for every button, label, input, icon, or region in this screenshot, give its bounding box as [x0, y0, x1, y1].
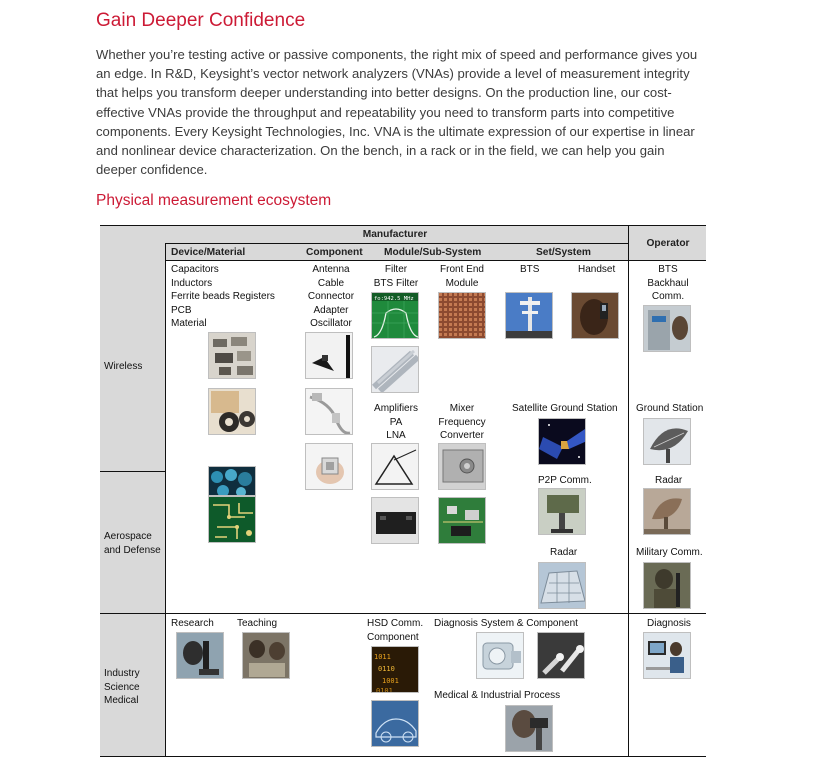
research-label: Research	[171, 618, 214, 629]
p2p-comm-label: P2P Comm.	[538, 475, 592, 486]
diagnosis-system-image	[476, 632, 524, 679]
radar-operator-label: Radar	[655, 475, 683, 486]
paragraph-line: components. Every Keysight Technologies, Inc. VNA is the ultimate expression of our expertise in linear	[96, 123, 695, 139]
label-line: PA	[389, 416, 403, 428]
svg-text:1001: 1001	[382, 677, 399, 685]
label-line: Component	[367, 631, 419, 643]
front-end-module-image	[438, 292, 486, 339]
paragraph-line: an edge. In R&D, Keysight’s vector network analyzers (VNAs) provide a level of measurement integrity	[96, 66, 690, 82]
label-line: Comm.	[651, 291, 685, 302]
header-component: Component	[306, 247, 363, 258]
research-image	[176, 632, 224, 679]
label-line: Converter	[440, 430, 484, 441]
p2p-comm-image	[538, 488, 586, 535]
converter-module-image	[371, 497, 419, 544]
military-comm-image	[643, 562, 691, 609]
device-list	[171, 263, 275, 331]
cable-image	[305, 388, 353, 435]
header-manufacturer: Manufacturer	[362, 229, 428, 240]
handset-label: Handset	[578, 264, 616, 275]
amplifiers-label	[368, 402, 424, 443]
military-comm-label: Military Comm.	[636, 547, 703, 558]
operator-divider	[628, 225, 629, 757]
component-item: Adapter	[313, 304, 349, 316]
device-item: Ferrite beads Registers	[171, 291, 275, 302]
ferrite-material-image	[208, 388, 256, 435]
component-item: Antenna	[312, 264, 350, 275]
label-line: Frequency	[438, 416, 486, 428]
radar-array-image	[538, 562, 586, 609]
row-header-divider	[165, 243, 166, 757]
header-operator: Operator	[646, 238, 690, 249]
label-line: Module	[445, 277, 479, 289]
header-bottom-rule	[165, 260, 706, 261]
component-item: Connector	[307, 291, 355, 302]
diagnosis-system-label: Diagnosis System & Component	[434, 618, 578, 629]
manufacturer-subheader-rule	[165, 243, 628, 244]
front-end-label	[436, 263, 488, 290]
row-label-line: Aerospace	[104, 531, 152, 542]
header-module-subsystem: Module/Sub-System	[384, 247, 482, 258]
label-line: Mixer	[449, 403, 475, 414]
frequency-converter-image	[438, 497, 486, 544]
ground-station-dish-image	[643, 418, 691, 465]
device-item: Capacitors	[171, 264, 219, 275]
medical-process-image	[505, 705, 553, 752]
paragraph-line: Whether you’re testing active or passive components, the right mix of speed and performance gives you	[96, 47, 698, 62]
hsd-comm-label	[367, 617, 423, 644]
label-line: Front End	[440, 264, 484, 275]
component-list	[300, 263, 362, 331]
row-label-line: Science	[104, 681, 140, 693]
oscillator-image	[305, 443, 353, 490]
row-label-aerospace	[104, 530, 161, 557]
label-line: Filter	[384, 264, 408, 275]
antenna-image	[305, 332, 353, 379]
capacitors-image	[208, 466, 256, 496]
header-set-system: Set/System	[536, 247, 591, 258]
svg-text:0110: 0110	[378, 665, 395, 673]
filter-screen-readout: fo:942.5 MHz	[374, 296, 414, 302]
device-item: Inductors	[171, 277, 213, 289]
row-label-line: Industry	[104, 668, 140, 679]
table-top-rule	[100, 225, 706, 226]
teaching-image	[242, 632, 290, 679]
header-device-material: Device/Material	[171, 247, 246, 258]
svg-text:1011: 1011	[374, 653, 391, 661]
row-label-industry	[104, 667, 140, 708]
filter-label	[370, 263, 422, 290]
svg-text:0101: 0101	[376, 687, 393, 693]
row-label-line: Medical	[104, 695, 139, 706]
label-line: Backhaul	[647, 277, 689, 289]
label-line: BTS Filter	[373, 277, 419, 289]
diagnosis-operator-label: Diagnosis	[647, 618, 691, 629]
label-line: HSD Comm.	[367, 618, 424, 629]
pcb-image	[208, 496, 256, 543]
satellite-image	[538, 418, 586, 465]
mixer-label	[432, 402, 492, 443]
label-line: Amplifiers	[374, 403, 418, 414]
operator-bts-label	[636, 263, 700, 304]
bts-tower-image	[505, 292, 553, 339]
device-item: PCB	[171, 304, 192, 316]
paragraph-line: deeper confidence.	[96, 162, 208, 178]
paragraph-line: that helps you transform deeper understanding into better designs. On the production line, our cost-	[96, 85, 672, 101]
mixer-image	[438, 443, 486, 490]
page-title: Gain Deeper Confidence	[96, 10, 306, 31]
filter-screen-image	[371, 292, 419, 339]
radar-operator-image	[643, 488, 691, 535]
teaching-label: Teaching	[237, 618, 278, 629]
amplifier-image	[371, 443, 419, 490]
device-item: Material	[171, 318, 207, 329]
label-line: LNA	[386, 430, 406, 441]
diagnosis-operator-image	[643, 632, 691, 679]
paragraph-line: effective VNAs provide the throughput and repeatability you need to transform parts into competitive	[96, 104, 675, 120]
radar-set-label: Radar	[550, 547, 578, 558]
row-separator-wireless	[100, 471, 165, 472]
satellite-ground-station-label: Satellite Ground Station	[512, 403, 618, 414]
label-line: BTS	[658, 264, 678, 275]
ground-station-label: Ground Station	[636, 403, 704, 414]
row-separator-aerospace	[100, 613, 706, 614]
operator-bts-image	[643, 305, 691, 352]
hsd-comm-image	[371, 646, 419, 693]
table-bottom-rule	[100, 756, 706, 757]
handset-image	[571, 292, 619, 339]
medical-process-label: Medical & Industrial Process	[434, 690, 561, 701]
section-heading: Physical measurement ecosystem	[96, 192, 332, 209]
component-item: Cable	[317, 277, 345, 289]
component-item: Oscillator	[310, 318, 352, 329]
intro-paragraph	[96, 45, 721, 179]
bts-label: BTS	[520, 264, 540, 275]
row-label-line: and Defense	[104, 544, 161, 556]
row-label-wireless: Wireless	[104, 361, 143, 372]
filter-element-image	[371, 346, 419, 393]
automotive-image	[371, 700, 419, 747]
paragraph-line: and nonlinear device characterization. On the bench, in a rack or in the field, we can help you gain	[96, 143, 665, 159]
chip-components-image	[208, 332, 256, 379]
connector-component-image	[537, 632, 585, 679]
